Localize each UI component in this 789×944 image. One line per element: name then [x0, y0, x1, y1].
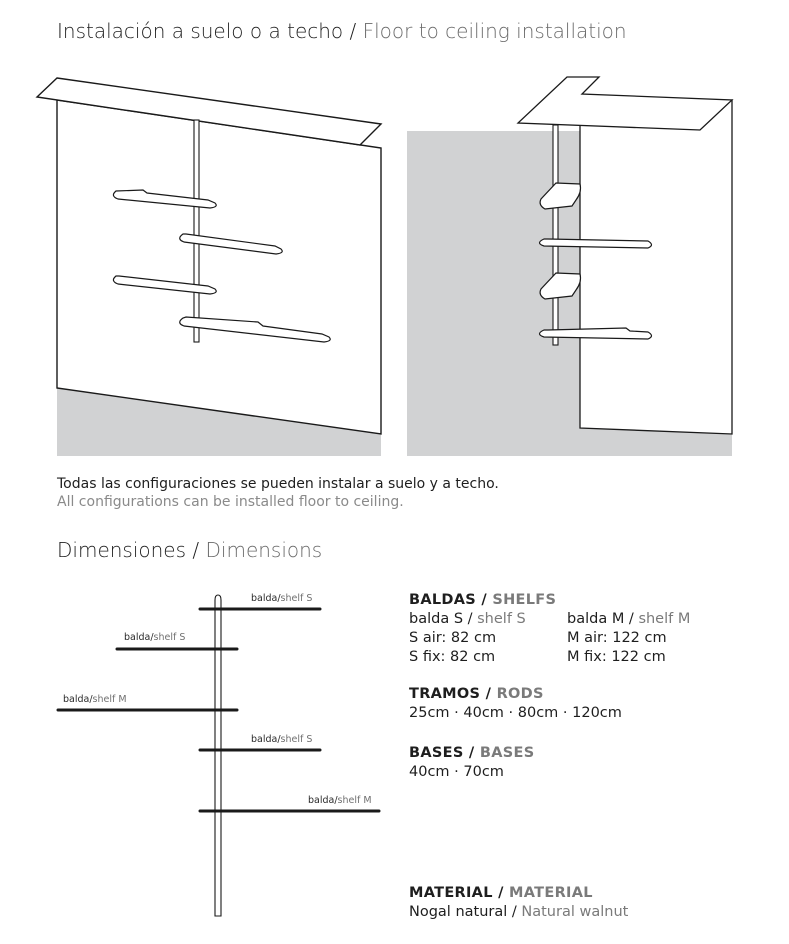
spec-shelves: [409, 591, 690, 667]
dimensions-diagram: [58, 595, 379, 916]
spec-rods: TRAMOS / RODS 25cm · 40cm · 80cm · 120cm: [409, 686, 622, 721]
corner-installation-illustration: [407, 77, 732, 456]
diagram-label-3: balda/shelf M: [63, 694, 127, 705]
spec-bases: BASES / BASES 40cm · 70cm: [409, 745, 535, 780]
dimensions-title-es: Dimensiones /: [57, 538, 200, 562]
floor-installation-illustration: [37, 78, 381, 456]
diagram-rod: [215, 595, 221, 916]
diagram-label-4: balda/shelf S: [251, 734, 313, 745]
spec-shelf-m: balda M / shelf M M air: 122 cm M fix: 122 cm: [567, 611, 691, 665]
front-wall: [580, 100, 732, 434]
install-title-en: Floor to ceiling installation: [362, 19, 627, 43]
spec-material: MATERIAL / MATERIAL Nogal natural / Natural walnut: [409, 885, 629, 920]
diagram-label-2: balda/shelf S: [124, 632, 186, 643]
vertical-rod: [194, 120, 199, 342]
install-note: [57, 475, 499, 511]
corner-shelf-2: [540, 239, 652, 248]
diagram-label-1: balda/shelf S: [251, 593, 313, 604]
spec-shelf-s: balda S / shelf S S air: 82 cm S fix: 82 cm: [409, 611, 526, 665]
dimensions-title: [57, 538, 322, 562]
vertical-rod-corner: [553, 125, 558, 345]
spec-shelves-heading: BALDAS / SHELFS: [409, 592, 557, 608]
wall-panel: [57, 100, 381, 434]
install-title-es: Instalación a suelo o a techo /: [57, 19, 357, 43]
install-note-en: All configurations can be installed floor to ceiling.: [57, 494, 404, 510]
ceiling-slab-corner: [518, 77, 732, 130]
install-note-es: Todas las configuraciones se pueden instalar a suelo y a techo.: [57, 476, 499, 492]
diagram-label-5: balda/shelf M: [308, 795, 372, 806]
dimensions-title-en: Dimensions: [205, 538, 323, 562]
